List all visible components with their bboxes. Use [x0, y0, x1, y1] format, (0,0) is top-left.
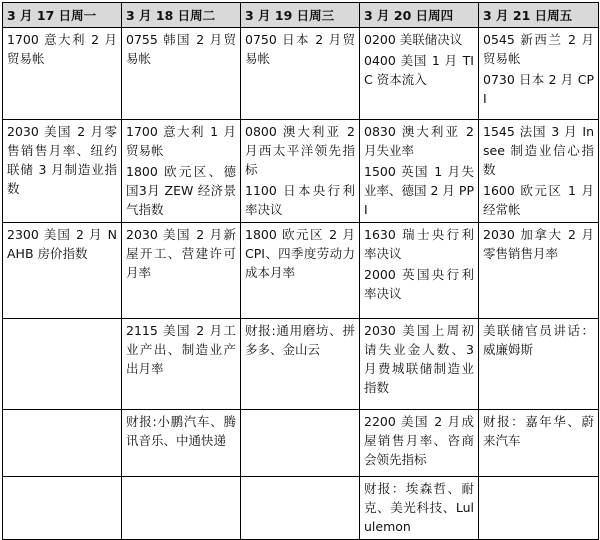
cell-thu — [360, 223, 479, 319]
event-entry: 0400 美国 1 月 TIC 资本流入 — [364, 53, 474, 87]
cell-mon — [3, 477, 122, 540]
event-entry: 1800 欧元区、德国3月 ZEW 经济景气指数 — [126, 164, 236, 217]
cell-thu — [360, 120, 479, 223]
event-entry: 2200 美国 2 月成屋销售月率、咨商会领先指标 — [364, 414, 474, 467]
cell-thu — [360, 319, 479, 410]
column-header-wed: 3 月 19 日周三 — [241, 3, 360, 28]
economic-calendar-table — [2, 2, 599, 540]
event-entry: 1630 瑞士央行利率决议 — [364, 227, 474, 261]
cell-thu — [360, 410, 479, 477]
cell-tue — [122, 319, 241, 410]
column-header-fri: 3 月 21 日周五 — [479, 3, 599, 28]
table-row — [3, 410, 599, 477]
event-entry: 1500 英国 1 月失业率、德国 2 月 PPI — [364, 164, 474, 217]
event-entry: 1800 欧元区 2 月 CPI、四季度劳动力成本月率 — [245, 227, 355, 280]
cell-thu — [360, 477, 479, 540]
event-entry: 1700 意大利 2 月贸易帐 — [7, 32, 117, 66]
cell-thu — [360, 28, 479, 120]
event-entry: 财报:小鹏汽车、腾讯音乐、中通快递 — [126, 414, 236, 448]
cell-wed — [241, 410, 360, 477]
cell-fri — [479, 319, 599, 410]
table-row — [3, 319, 599, 410]
event-entry: 0800 澳大利亚 2 月西太平洋领先指标 — [245, 124, 355, 177]
cell-mon — [3, 319, 122, 410]
event-entry: 0830 澳大利亚 2 月失业率 — [364, 124, 474, 158]
event-entry: 财报：埃森哲、耐克、美光科技、Lululemon — [364, 481, 474, 534]
event-entry: 1700 意大利 1 月贸易帐 — [126, 124, 236, 158]
cell-tue — [122, 410, 241, 477]
header-row — [3, 3, 599, 28]
event-entry: 美联储官员讲话：威廉姆斯 — [483, 323, 594, 357]
cell-wed — [241, 319, 360, 410]
table-row — [3, 223, 599, 319]
cell-fri — [479, 223, 599, 319]
cell-tue — [122, 28, 241, 120]
event-entry: 2300 美国 2 月 NAHB 房价指数 — [7, 227, 117, 261]
column-header-tue: 3 月 18 日周二 — [122, 3, 241, 28]
event-entry: 2030 美国 2 月零售销售月率、纽约联储 3 月制造业指数 — [7, 124, 117, 196]
event-entry: 2000 英国央行利率决议 — [364, 267, 474, 301]
cell-mon — [3, 28, 122, 120]
event-entry: 财报：嘉年华、蔚来汽车 — [483, 414, 594, 448]
event-entry: 1100 日本央行利率决议 — [245, 183, 355, 217]
event-entry: 2030 美国上周初请失业金人数、3 月费城联储制造业指数 — [364, 323, 474, 395]
cell-wed — [241, 120, 360, 223]
cell-mon — [3, 410, 122, 477]
table-row — [3, 120, 599, 223]
cell-fri — [479, 120, 599, 223]
event-entry: 0545 新西兰 2 月贸易帐 — [483, 32, 594, 66]
column-header-thu: 3 月 20 日周四 — [360, 3, 479, 28]
cell-tue — [122, 223, 241, 319]
table-row — [3, 28, 599, 120]
cell-mon — [3, 223, 122, 319]
event-entry: 2030 加拿大 2 月零售销售月率 — [483, 227, 594, 261]
cell-fri — [479, 410, 599, 477]
event-entry: 2030 美国 2 月新屋开工、营建许可月率 — [126, 227, 236, 280]
cell-tue — [122, 120, 241, 223]
cell-tue — [122, 477, 241, 540]
event-entry: 财报:通用磨坊、拼多多、金山云 — [245, 323, 355, 357]
event-entry: 0750 日本 2 月贸易帐 — [245, 32, 355, 66]
table-row — [3, 477, 599, 540]
cell-fri — [479, 477, 599, 540]
cell-wed — [241, 223, 360, 319]
event-entry: 0200 美联储决议 — [364, 32, 463, 47]
cell-fri — [479, 28, 599, 120]
column-header-mon: 3 月 17 日周一 — [3, 3, 122, 28]
cell-wed — [241, 477, 360, 540]
event-entry: 1600 欧元区 1 月经常帐 — [483, 183, 594, 217]
event-entry: 0730 日本 2 月 CPI — [483, 72, 594, 106]
cell-wed — [241, 28, 360, 120]
cell-mon — [3, 120, 122, 223]
event-entry: 0755 韩国 2 月贸易帐 — [126, 32, 236, 66]
event-entry: 1545 法国 3 月 Insee 制造业信心指数 — [483, 124, 594, 177]
event-entry: 2115 美国 2 月工业产出、制造业产出月率 — [126, 323, 236, 376]
